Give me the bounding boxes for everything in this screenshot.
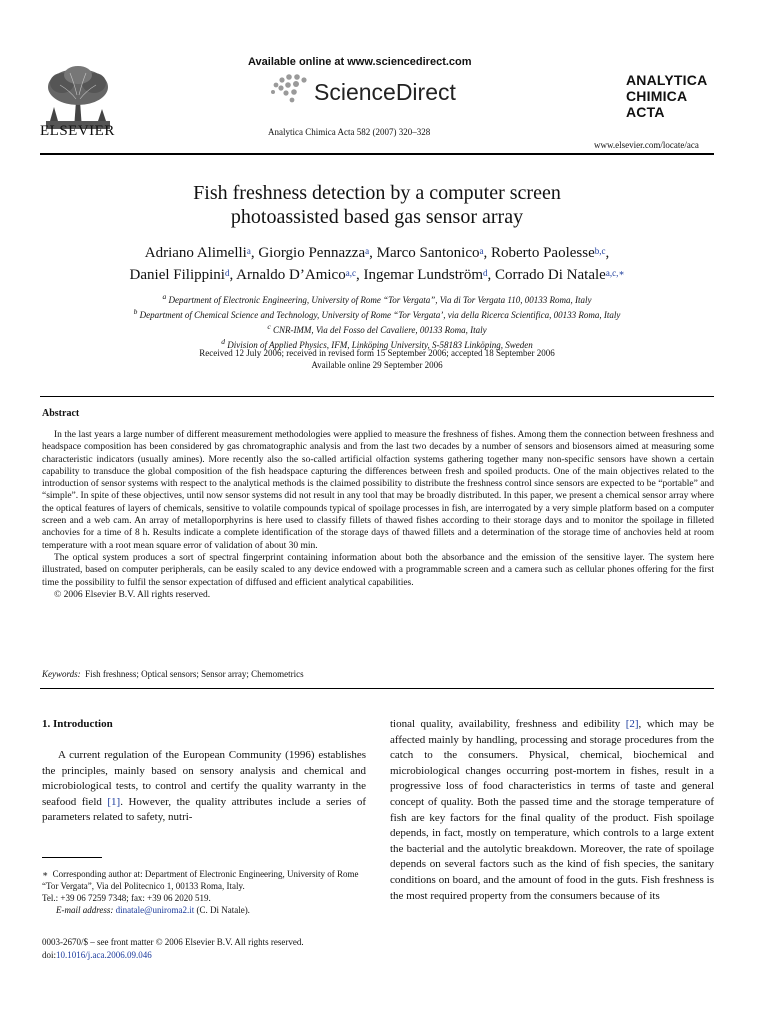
affiliation-text: Department of Electronic Engineering, University of Rome “Tor Vergata”, Via di Tor Vergata 110, 00133 Roma, Italy [168,295,592,305]
abstract-paragraph: The optical system produces a sort of spectral fingerprint containing information about both the absorbance and the emission of the sensitive layer. The system here illustrated, based on computer peripherals, can be easily scaled to any device endowed with a programmable screen and a camera such as cellular phones offering for the first time the possibility to fulfil the sensor expectation of diffused and efficient analytical capabilities. [42,552,714,588]
affiliation-text: Division of Applied Physics, IFM, Linköping University, S-58183 Linköping, Sweden [227,340,533,350]
available-online-text: Available online at www.sciencedirect.com [248,56,472,68]
body-text: A current regulation of the European Community (1996) establishes the principles, mainly based on sensory analysis and chemical and microbiological tests, to control and certify the quality warranty in the seafood field [42,749,366,808]
affiliation-mark: b [133,307,138,316]
email-link[interactable]: dinatale@uniroma2.it [115,905,195,915]
author-affiliation-mark[interactable]: d [483,268,488,278]
keywords-text: Fish freshness; Optical sensors; Sensor array; Chemometrics [85,669,304,679]
affiliation-mark: a [162,292,167,301]
affiliation-item [40,291,714,306]
footnote-mark: ∗ [42,869,49,879]
sciencedirect-wordmark: ScienceDirect [314,79,456,105]
article-dates [40,347,714,371]
author-name: Giorgio Pennazza [258,245,366,261]
author-name: Ingemar Lundström [363,267,484,283]
available-online-date: Available online 29 September 2006 [311,360,443,370]
affiliation-mark: d [221,337,225,346]
author-name: Arnaldo D’Amico [236,267,346,283]
email-label: E-mail address: [56,905,114,915]
author-name: Marco Santonico [376,245,480,261]
affiliation-item [40,306,714,321]
abstract-paragraph: In the last years a large number of different measurement methodologies were applied to measure the freshness of fishes. Among them the connection between freshness and headspace composition has been considered by gas chromatographic analysis and from the last two decades by a number of sensors and biosensors aimed at measuring some characteristic indicators (usually amines). More recently also the so-called artificial olfaction systems gathering together many non-specific sensors have shown a certain capability to transduce the global composition of the fish headspace capturing the differences between fresh and spoiled products. One of the main objectives related to the introduction of sensor systems with respect to the analytical methods is the claimed possibility to distribute the freshness control since sensors are expected to be “portable” and “simple”. In spite of these objectives, until now sensor systems did not result in any tool that may be broadly distributed. In this paper, we present a chemical sensor array where the optical features of layers of chemicals, sensitive to volatile compounds typical of spoilage processes in fish, are interrogated by a very simple platform based on a computer screen and a web cam. An array of metalloporphyrins is here used to classify fillets of thawed fishes according to their storage days and to monitor the spoilage in filleted anchovies for a time of 8 h. Results indicate a complete identification of the storage days of thawed fillets and a determination of the storage time of anchovies held at room temperature with a root mean square error of validation of about 30 min. [42,430,714,551]
left-column-text [42,748,366,826]
publisher-name: ELSEVIER [40,123,115,139]
author-affiliation-mark[interactable]: a [479,246,484,256]
keywords [42,669,304,679]
author-affiliation-mark[interactable]: d [224,268,230,278]
body-text: , which may be affected mainly by handling, processing and storage procedures from the catch to the consumers. Physical, chemical, biochemical and microbiological changes occurring post-mortem in fishes, result in a progressive loss of food characteristics in terms of taste and general concept of quality. Both the passed time and the storage temperature of fish are key factors for the final quality of the product. Fish spoilage depends, in fact, mostly on temperature, which controls to a large extent the bacterial and the autolytic breakdown. Moreover, the rate of spoilage depends on several factors such as the kind of fish species, the sanitary conditions on board, and the amount of food in the guts. Fish freshness is the most required property from the consumers because of its [390,718,714,902]
citation-link[interactable]: [1] [107,795,121,808]
citation-link[interactable]: [2] [625,718,639,730]
author-list: Adriano Alimelli$^a$, Giorgio Pennazza$^a$, Marco Santonico$^a$, Roberto Paolesse$^{b,c}$, Daniel Filippini$^d$, Arnaldo D’Amico$^{a,c}$, Ingemar Lundström$^d$, Corrado Di Natale$^{a,c,∗}$ [129,245,625,283]
front-matter-note [42,936,304,961]
footnote-phone: Tel.: +39 06 7259 7348; fax: +39 06 2020 519. [42,893,211,903]
corresponding-author-footnote [42,868,366,916]
abstract-heading: Abstract [42,408,80,419]
footnote-rule [42,857,102,858]
affiliation-text: Department of Chemical Science and Technology, University of Rome “Tor Vergata’, via della Ricerca Scientifica, 00133 Roma, Italy [139,310,621,320]
copyright-line: © 2006 Elsevier B.V. All rights reserved. [54,589,211,600]
abstract-top-rule [40,396,714,397]
doi-label: doi: [42,949,57,960]
affiliation-mark: c [267,322,271,331]
header-rule [40,153,714,155]
body-text: tional quality, availability, freshness and edibility [390,718,626,730]
section-heading: 1. Introduction [42,718,113,730]
journal-name-line: ACTA [626,104,665,120]
author-affiliation-mark[interactable]: b,c [594,246,606,256]
issn-line: 0003-2670/$ – see front matter © 2006 Elsevier B.V. All rights reserved. [42,937,304,947]
abstract-body [42,429,714,601]
keywords-label: Keywords: [42,669,81,679]
footnote-text: Corresponding author at: Department of Electronic Engineering, University of Rome “Tor Vergata”, Via del Politecnico 1, 00133 Roma, Italy. [42,869,359,891]
author-name: Corrado Di Natale [495,267,606,283]
author-affiliation-mark[interactable]: a [365,246,370,256]
affiliation-item [40,321,714,336]
journal-reference: Analytica Chimica Acta 582 (2007) 320–328 [268,127,431,137]
journal-name [626,72,707,120]
author-name: Adriano Alimelli [144,245,247,261]
right-column-text [390,717,714,904]
author-affiliation-mark[interactable]: a [246,246,251,256]
journal-name-line: CHIMICA [626,88,688,104]
journal-url[interactable]: www.elsevier.com/locate/aca [594,140,699,150]
author-name: Roberto Paolesse [491,245,595,261]
affiliations [40,291,714,351]
author-affiliation-mark[interactable]: a,c,∗ [605,268,625,278]
sciencedirect-dots-icon [268,71,314,105]
abstract-bottom-rule [40,688,714,689]
title-line: photoassisted based gas sensor array [230,206,524,228]
author-affiliation-mark[interactable]: a,c [345,268,356,278]
author-name: Daniel Filippini [129,267,225,283]
email-suffix: (C. Di Natale). [196,905,250,915]
doi-link[interactable]: 10.1016/j.aca.2006.09.046 [56,949,152,960]
received-dates: Received 12 July 2006; received in revised form 15 September 2006; accepted 18 September 2006 [199,348,555,358]
title-line: Fish freshness detection by a computer screen [193,182,561,204]
affiliation-text: CNR-IMM, Via del Fosso del Cavaliere, 00133 Roma, Italy [272,325,487,335]
article-title [40,181,714,229]
body-text: . However, the quality attributes include a series of parameters related to safety, nutri- [42,795,366,824]
journal-name-line: ANALYTICA [626,72,708,88]
